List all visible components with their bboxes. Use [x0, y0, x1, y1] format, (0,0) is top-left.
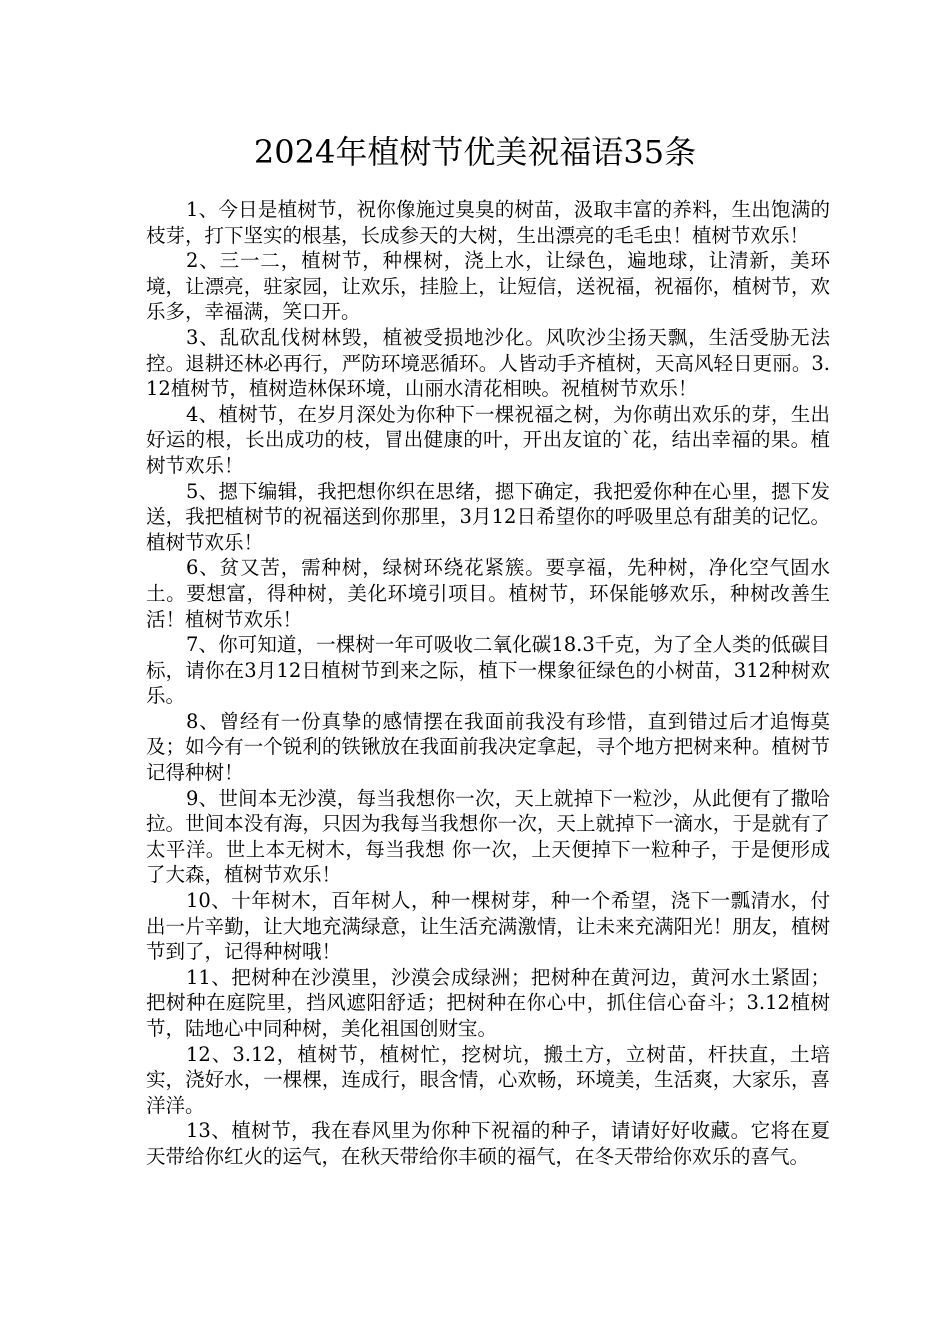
paragraph-4: 4、植树节，在岁月深处为你种下一棵祝福之树，为你萌出欢乐的芽，生出好运的根，长出成功的枝，冒出健康的叶，开出友谊的`花，结出幸福的果。植树节欢乐！ [146, 402, 830, 477]
paragraph-6: 6、贫又苦，需种树，绿树环绕花紧簇。要享福，先种树，净化空气固水土。要想富，得种树，美化环境引项目。植树节，环保能够欢乐，种树改善生活！植树节欢乐！ [146, 556, 830, 631]
paragraph-10: 10、十年树木，百年树人，种一棵树芽，种一个希望，浇下一瓢清水，付出一片辛勤，让大地充满绿意，让生活充满激情，让未来充满阳光！朋友，植树节到了，记得种树哦！ [146, 889, 830, 964]
paragraph-1: 1、今日是植树节，祝你像施过臭臭的树苗，汲取丰富的养料，生出饱满的枝芽，打下坚实的根基，长成参天的大树，生出漂亮的毛毛虫！植树节欢乐！ [146, 198, 830, 247]
paragraph-7: 7、你可知道，一棵树一年可吸收二氧化碳18.3千克，为了全人类的低碳目标，请你在3月12日植树节到来之际，植下一棵象征绿色的小树苗，312种树欢乐。 [146, 633, 830, 708]
paragraph-5: 5、摁下编辑，我把想你织在思绪，摁下确定，我把爱你种在心里，摁下发送，我把植树节的祝福送到你那里，3月12日希望你的呼吸里总有甜美的记忆。植树节欢乐！ [146, 479, 830, 554]
paragraph-13: 13、植树节，我在春风里为你种下祝福的种子，请请好好收藏。它将在夏天带给你红火的运气，在秋天带给你丰硕的福气，在冬天带给你欢乐的喜气。 [146, 1119, 830, 1168]
paragraph-2: 2、三一二，植树节，种棵树，浇上水，让绿色，遍地球，让清新，美环境，让漂亮，驻家园，让欢乐，挂脸上，让短信，送祝福，祝福你，植树节，欢乐多，幸福满，笑口开。 [146, 249, 830, 324]
paragraph-8: 8、曾经有一份真挚的感情摆在我面前我没有珍惜，直到错过后才追悔莫及；如今有一个锐利的铁锹放在我面前我决定拿起，寻个地方把树来种。植树节记得种树！ [146, 709, 830, 785]
paragraph-12: 12、3.12，植树节，植树忙，挖树坑，搬土方，立树苗，杆扶直，土培实，浇好水，一棵棵，连成行，眼含情，心欢畅，环境美，生活爽，大家乐，喜洋洋。 [146, 1042, 830, 1117]
paragraph-3: 3、乱砍乱伐树林毁，植被受损地沙化。风吹沙尘扬天飘，生活受胁无法控。退耕还林必再行，严防环境恶循环。人皆动手齐植树，天高风轻日更丽。3.12植树节，植树造林保环境，山丽水清花相映。祝植树节欢乐！ [146, 325, 830, 401]
paragraph-9: 9、世间本无沙漠，每当我想你一次，天上就掉下一粒沙，从此便有了撒哈拉。世间本没有海，只因为我每当我想你一次，天上就掉下一滴水，于是就有了太平洋。世上本无树木，每当我想 你一次，上天便掉下一粒种子，于是便形成了大森，植树节欢乐！ [146, 786, 830, 887]
document-title: 2024年植树节优美祝福语35条 [253, 133, 697, 171]
paragraph-11: 11、把树种在沙漠里，沙漠会成绿洲；把树种在黄河边，黄河水土紧固；把树种在庭院里，挡风遮阳舒适；把树种在你心中，抓住信心奋斗；3.12植树节，陆地心中同种树，美化祖国创财宝。 [146, 965, 830, 1040]
document-body [146, 197, 830, 1170]
